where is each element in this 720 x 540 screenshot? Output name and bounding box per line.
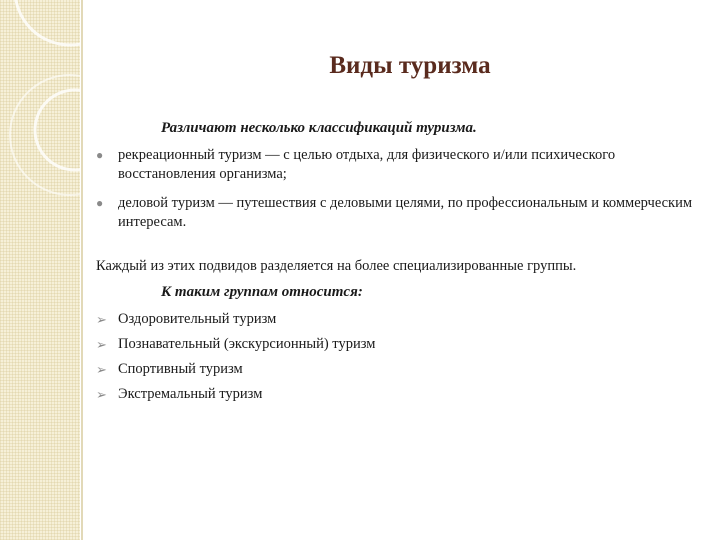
- side-divider: [81, 0, 83, 540]
- list-item: [96, 335, 696, 354]
- arrow-bullet-icon: ➢: [96, 312, 107, 327]
- list-item-text: рекреационный туризм — с целью отдыха, для физического и/или психического восстановления организма;: [118, 147, 616, 182]
- bullet-icon: ●: [96, 196, 104, 210]
- list-item: [96, 310, 696, 329]
- arrow-bullet-icon: ➢: [96, 362, 107, 377]
- list-item-text: Познавательный (экскурсионный) туризм: [118, 336, 376, 352]
- groups-list: [96, 310, 696, 410]
- decorative-circles-icon: [0, 0, 80, 540]
- list-item-text: Спортивный туризм: [118, 361, 243, 377]
- subdivision-paragraph: Каждый из этих подвидов разделяется на более специализированные группы.: [96, 258, 577, 274]
- list-item: [96, 360, 696, 379]
- arrow-bullet-icon: ➢: [96, 387, 107, 402]
- classification-intro: Различают несколько классификаций туризма.: [161, 120, 477, 136]
- decorative-side-band: [0, 0, 80, 540]
- list-item: [96, 385, 696, 404]
- list-item: [96, 146, 696, 184]
- list-item-text: Оздоровительный туризм: [118, 311, 277, 327]
- arrow-bullet-icon: ➢: [96, 337, 107, 352]
- groups-intro: К таким группам относится:: [161, 284, 363, 300]
- primary-types-list: [96, 146, 696, 242]
- list-item-text: деловой туризм — путешествия с деловыми целями, по профессиональным и коммерческим интересам.: [118, 195, 693, 230]
- page-title: Виды туризма: [329, 52, 491, 79]
- list-item: [96, 194, 696, 232]
- list-item-text: Экстремальный туризм: [118, 386, 263, 402]
- bullet-icon: ●: [96, 148, 104, 162]
